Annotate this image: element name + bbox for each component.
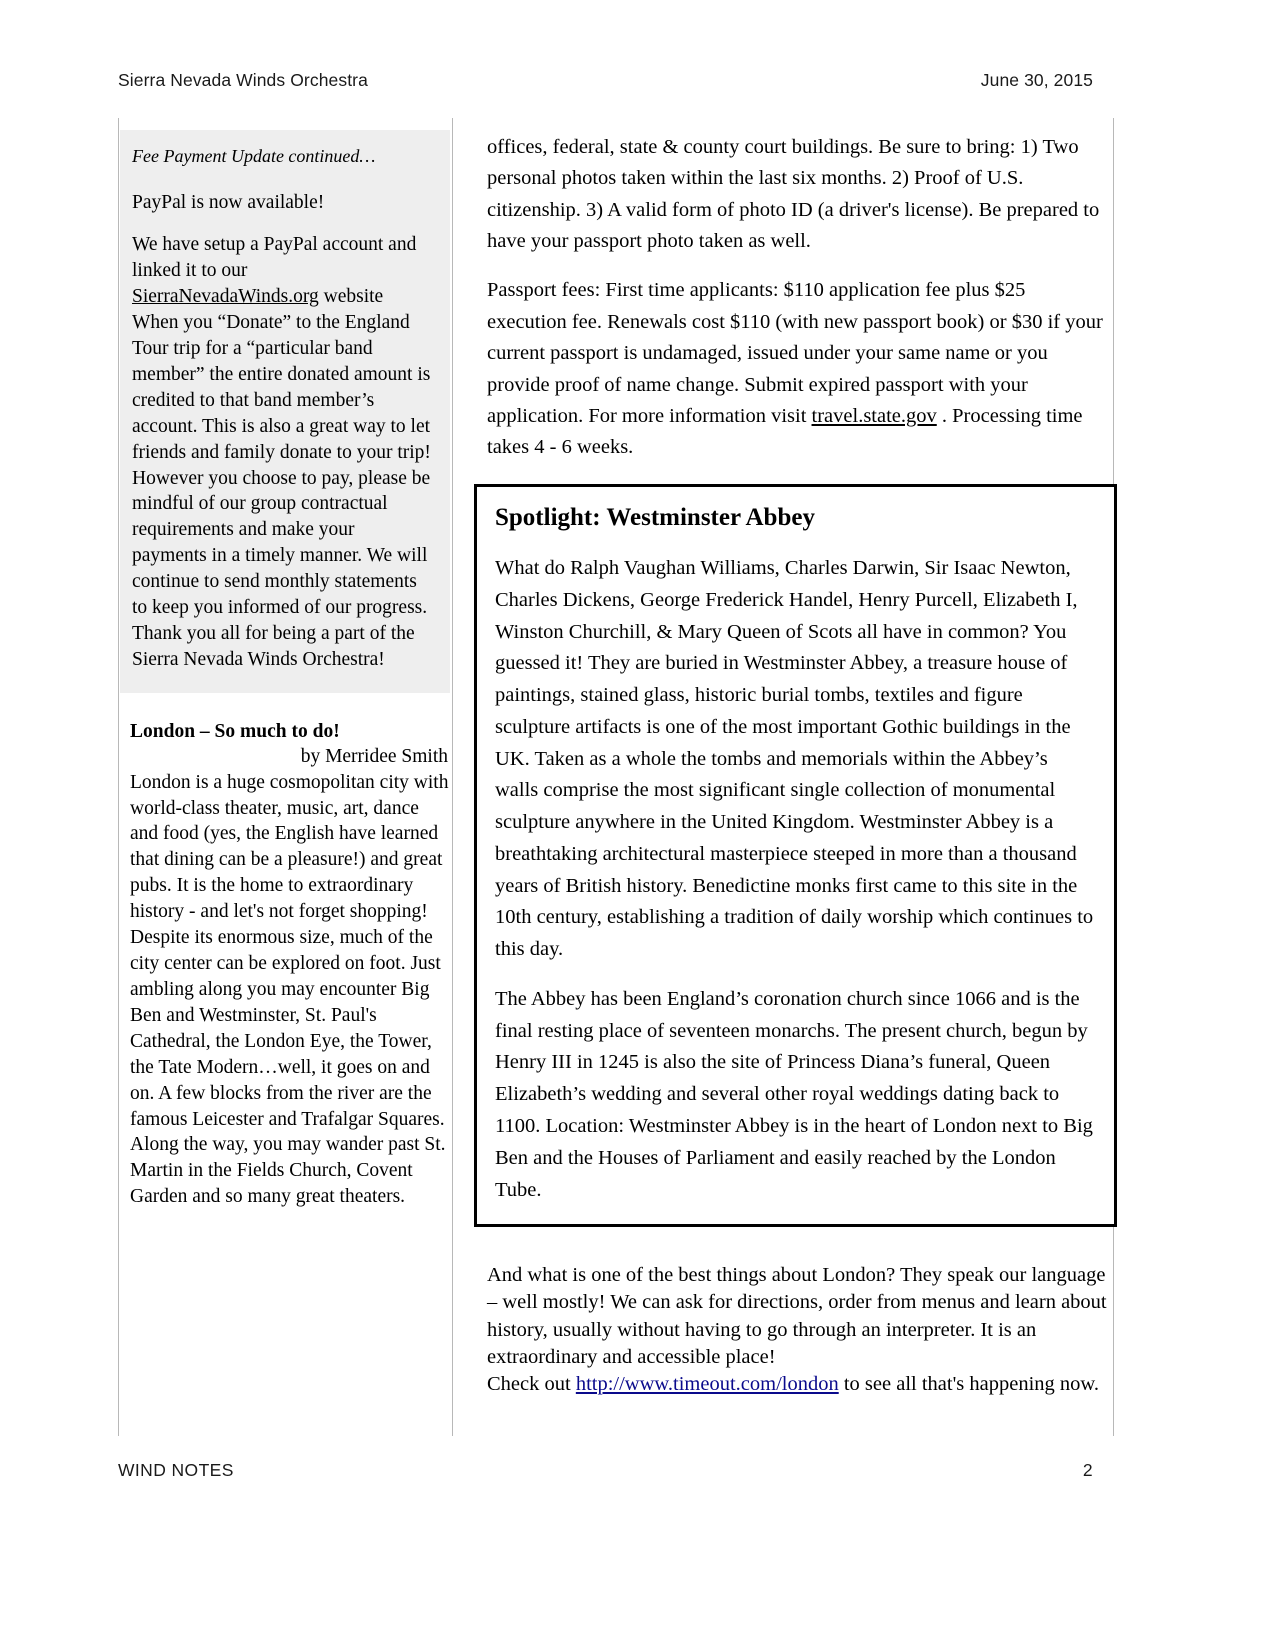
spotlight-paragraph-1: What do Ralph Vaughan Williams, Charles Darwin, Sir Isaac Newton, Charles Dickens, George Frederick Handel, Henry Purcell, Elizabeth I, Winston Churchill, & Mary Queen of Scots all have in common? You guessed it! They are buried in Westminster Abbey, a treasure house of paintings, stained glass, historic burial tombs, textiles and figure sculpture artifacts is one of the most important Gothic buildings in the UK. Taken as a whole the tombs and memorials within the Abbey’s walls comprise the most significant single collection of monumental sculpture anywhere in the United Kingdom. Westminster Abbey is a breathtaking architectural masterpiece steeped in more than a thousand years of British history. Benedictine monks first came to this site in the 10th century, establishing a tradition of daily worship which continues to this day.: [495, 557, 1094, 961]
right-column-top: [487, 132, 1107, 482]
closing-text-suffix: to see all that's happening now.: [838, 1373, 1099, 1395]
travel-state-gov-link[interactable]: travel.state.gov: [811, 404, 937, 427]
footer-publication: WIND NOTES: [118, 1460, 234, 1480]
closing-paragraph: [487, 1262, 1115, 1398]
passport-fees-paragraph: [487, 275, 1107, 463]
spotlight-paragraph-2: The Abbey has been England’s coronation church since 1066 and is the final resting place of seventeen monarchs. The present church, begun by Henry III in 1245 is also the site of Princess Diana’s funeral, Queen Elizabeth’s wedding and several other royal weddings dating back to 1100. Location: Westminster Abbey is in the heart of London next to Big Ben and the Houses of Parliament and easily reached by the London Tube.: [495, 987, 1093, 1201]
sierranevadawinds-link[interactable]: SierraNevadaWinds.org: [132, 286, 319, 308]
london-paragraph-2: Despite its enormous size, much of the city center can be explored on foot. Just ambling along you may encounter Big Ben and Westminster, St. Paul's Cathedral, the London Eye, the Tower, the Tate Modern…well, it goes on and on. A few blocks from the river are the famous Leicester and Trafalgar Squares. Along the way, you may wander past St. Martin in the Fields Church, Covent Garden and so many great theaters.: [130, 927, 446, 1208]
left-column: [120, 130, 450, 1210]
article-title-london: London – So much to do!: [130, 720, 340, 742]
article-byline: by Merridee Smith: [300, 746, 448, 768]
paypal-para-1-text: We have setup a PayPal account and linked it to our: [132, 234, 417, 282]
closing-text-prefix: And what is one of the best things about London? They speak our language – well mostly! We can ask for directions, order from menus and learn about history, usually without having to go through an interpreter. It is an extraordinary and accessible place!: [487, 1264, 1107, 1368]
passport-fees-text-suffix: . Processing time takes 4 - 6 weeks.: [487, 404, 1083, 459]
paypal-paragraph-2: However you choose to pay, please be mindful of our group contractual requirements and make your payments in a timely manner. We will continue to send monthly statements to keep you informed of our progress.: [132, 467, 431, 619]
passport-fees-text-prefix: Passport fees: First time applicants: $110 application fee plus $25 execution fee. Renewals cost $110 (with new passport book) or $30 if your current passport is undamaged, issued under your same name or you provide proof of name change. Submit expired passport with your application. For more information visit: [487, 279, 1103, 427]
page-footer: [118, 1460, 1093, 1481]
column-rule-left: [118, 118, 119, 1436]
header-organization: Sierra Nevada Winds Orchestra: [118, 70, 368, 90]
spotlight-title: Spotlight: Westminster Abbey: [495, 504, 815, 531]
spotlight-box: [474, 484, 1117, 1227]
paypal-paragraph-1: [132, 232, 432, 465]
paypal-paragraph-3: Thank you all for being a part of the Sierra Nevada Winds Orchestra!: [132, 623, 415, 670]
fee-payment-continued-label: Fee Payment Update continued…: [132, 146, 376, 166]
paypal-heading: PayPal is now available!: [132, 192, 325, 214]
page-header: [118, 70, 1093, 91]
passport-requirements-paragraph: offices, federal, state & county court buildings. Be sure to bring: 1) Two personal photos taken within the last six months. 2) Proof of U.S. citizenship. 3) A valid form of photo ID (a driver's license). Be prepared to have your passport photo taken as well.: [487, 136, 1100, 253]
column-rule-middle: [452, 118, 453, 1436]
header-date: June 30, 2015: [980, 70, 1093, 90]
check-out-label: Check out: [487, 1373, 576, 1395]
london-paragraph-1: London is a huge cosmopolitan city with world-class theater, music, art, dance and food (yes, the English have learned that dining can be a pleasure!) and great pubs. It is the home to extraordinary history - and let's not forget shopping!: [130, 771, 449, 923]
closing-section: [487, 1262, 1115, 1398]
timeout-london-link[interactable]: http://www.timeout.com/london: [575, 1373, 839, 1395]
footer-page-number: 2: [1082, 1460, 1093, 1480]
fee-payment-update-box: [120, 130, 450, 693]
paypal-para-2-text: website When you “Donate” to the England Tour trip for a “particular band member” the entire donated amount is credited to that band member’s account. This is also a great way to let friends and family donate to your trip!: [132, 286, 431, 463]
